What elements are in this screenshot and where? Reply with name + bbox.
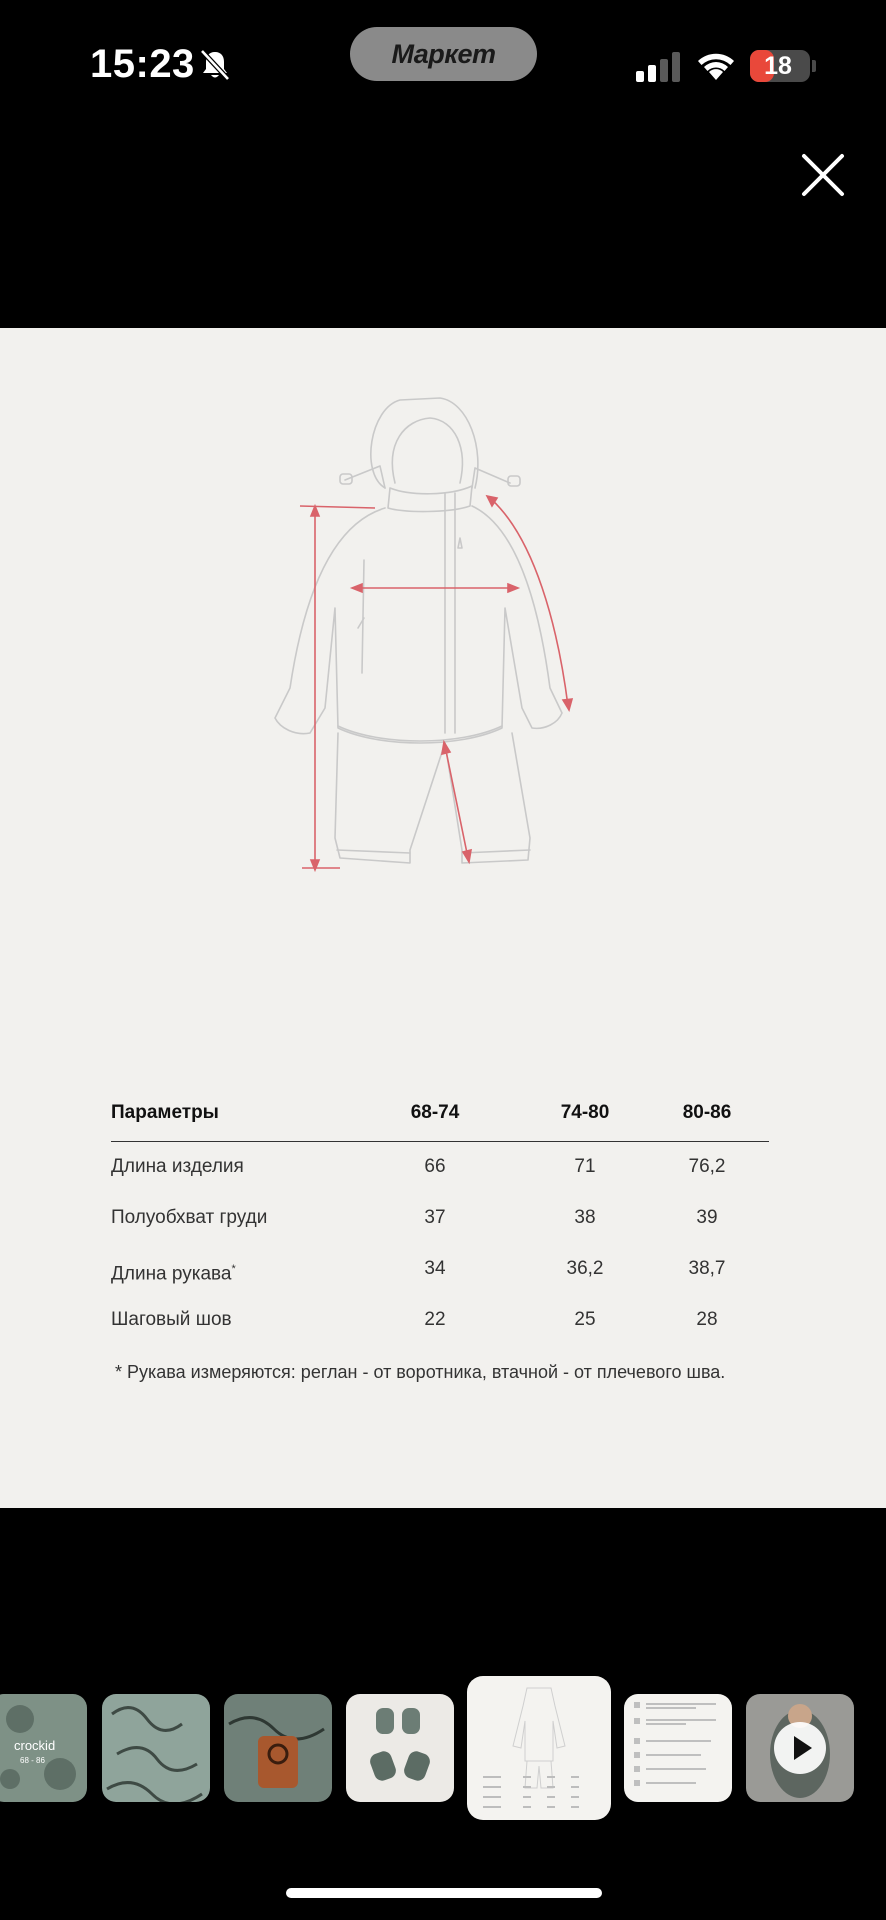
cell-value: 76,2 — [688, 1156, 726, 1177]
table-row — [111, 1142, 769, 1193]
thumbnail-6-care-info — [624, 1694, 732, 1802]
cell-value: 28 — [696, 1309, 718, 1330]
sleeve-footnote: * Рукава измеряются: реглан - от воротника, втачной - от плечевого шва. — [115, 1362, 726, 1382]
battery-icon — [750, 50, 810, 82]
cell-value: 38,7 — [688, 1258, 726, 1279]
table-row — [111, 1244, 769, 1295]
cell-value: 34 — [424, 1258, 446, 1279]
app-pill[interactable] — [350, 27, 537, 81]
row-label: Шаговый шов — [111, 1309, 232, 1330]
row-label: Длина изделия — [111, 1156, 244, 1177]
thumbnail-3[interactable] — [224, 1694, 332, 1802]
thumbnail-3-pattern — [224, 1694, 332, 1802]
status-bar — [0, 0, 886, 130]
thumbnail-1[interactable] — [0, 1694, 87, 1802]
cell-value: 36,2 — [566, 1258, 604, 1279]
wifi-icon — [696, 50, 736, 82]
size-table — [111, 1088, 769, 1346]
header-parameters: Параметры — [111, 1102, 219, 1123]
thumbnail-2[interactable] — [102, 1694, 210, 1802]
thumbnail-5-active[interactable] — [467, 1676, 611, 1820]
battery-percent: 18 — [764, 52, 792, 80]
thumbnail-4-mittens — [346, 1694, 454, 1802]
cell-value: 22 — [424, 1309, 446, 1330]
thumbnail-6[interactable] — [624, 1694, 732, 1802]
status-time: 15:23 — [90, 42, 195, 86]
product-image[interactable] — [0, 328, 886, 1508]
row-label — [111, 1244, 236, 1299]
header-size-74-80: 74-80 — [560, 1102, 610, 1123]
table-row — [111, 1193, 769, 1244]
thumbnail-5-preview — [467, 1676, 611, 1820]
thumbnail-7-video[interactable] — [746, 1694, 854, 1802]
size-table-header — [111, 1088, 769, 1142]
cell-value: 37 — [424, 1207, 446, 1228]
thumbnail-strip[interactable] — [0, 1676, 886, 1826]
header-size-68-74: 68-74 — [410, 1102, 460, 1123]
battery-cap — [812, 60, 816, 72]
thumbnail-4[interactable] — [346, 1694, 454, 1802]
close-icon[interactable] — [800, 152, 846, 198]
footnote-mark: * — [231, 1263, 236, 1275]
home-indicator[interactable] — [286, 1888, 602, 1898]
row-label: Полуобхват груди — [111, 1207, 268, 1228]
cell-value: 25 — [574, 1309, 596, 1330]
thumbnail-size-label: 68 - 86 — [20, 1756, 45, 1765]
cell-value: 71 — [574, 1156, 596, 1177]
cell-value: 38 — [574, 1207, 596, 1228]
thumbnail-2-pattern — [102, 1694, 210, 1802]
jumpsuit-measurement-drawing — [240, 388, 640, 888]
cellular-signal-icon — [636, 52, 682, 82]
cell-value: 39 — [696, 1207, 718, 1228]
row-label-text: Длина рукава — [111, 1263, 232, 1285]
cell-value: 66 — [424, 1156, 446, 1177]
thumbnail-brand-label: crockid — [14, 1738, 56, 1753]
bell-slash-icon — [198, 48, 232, 82]
play-icon[interactable] — [772, 1720, 828, 1776]
app-pill-label: Маркет — [391, 38, 496, 69]
header-size-80-86: 80-86 — [682, 1102, 732, 1123]
table-row — [111, 1295, 769, 1346]
